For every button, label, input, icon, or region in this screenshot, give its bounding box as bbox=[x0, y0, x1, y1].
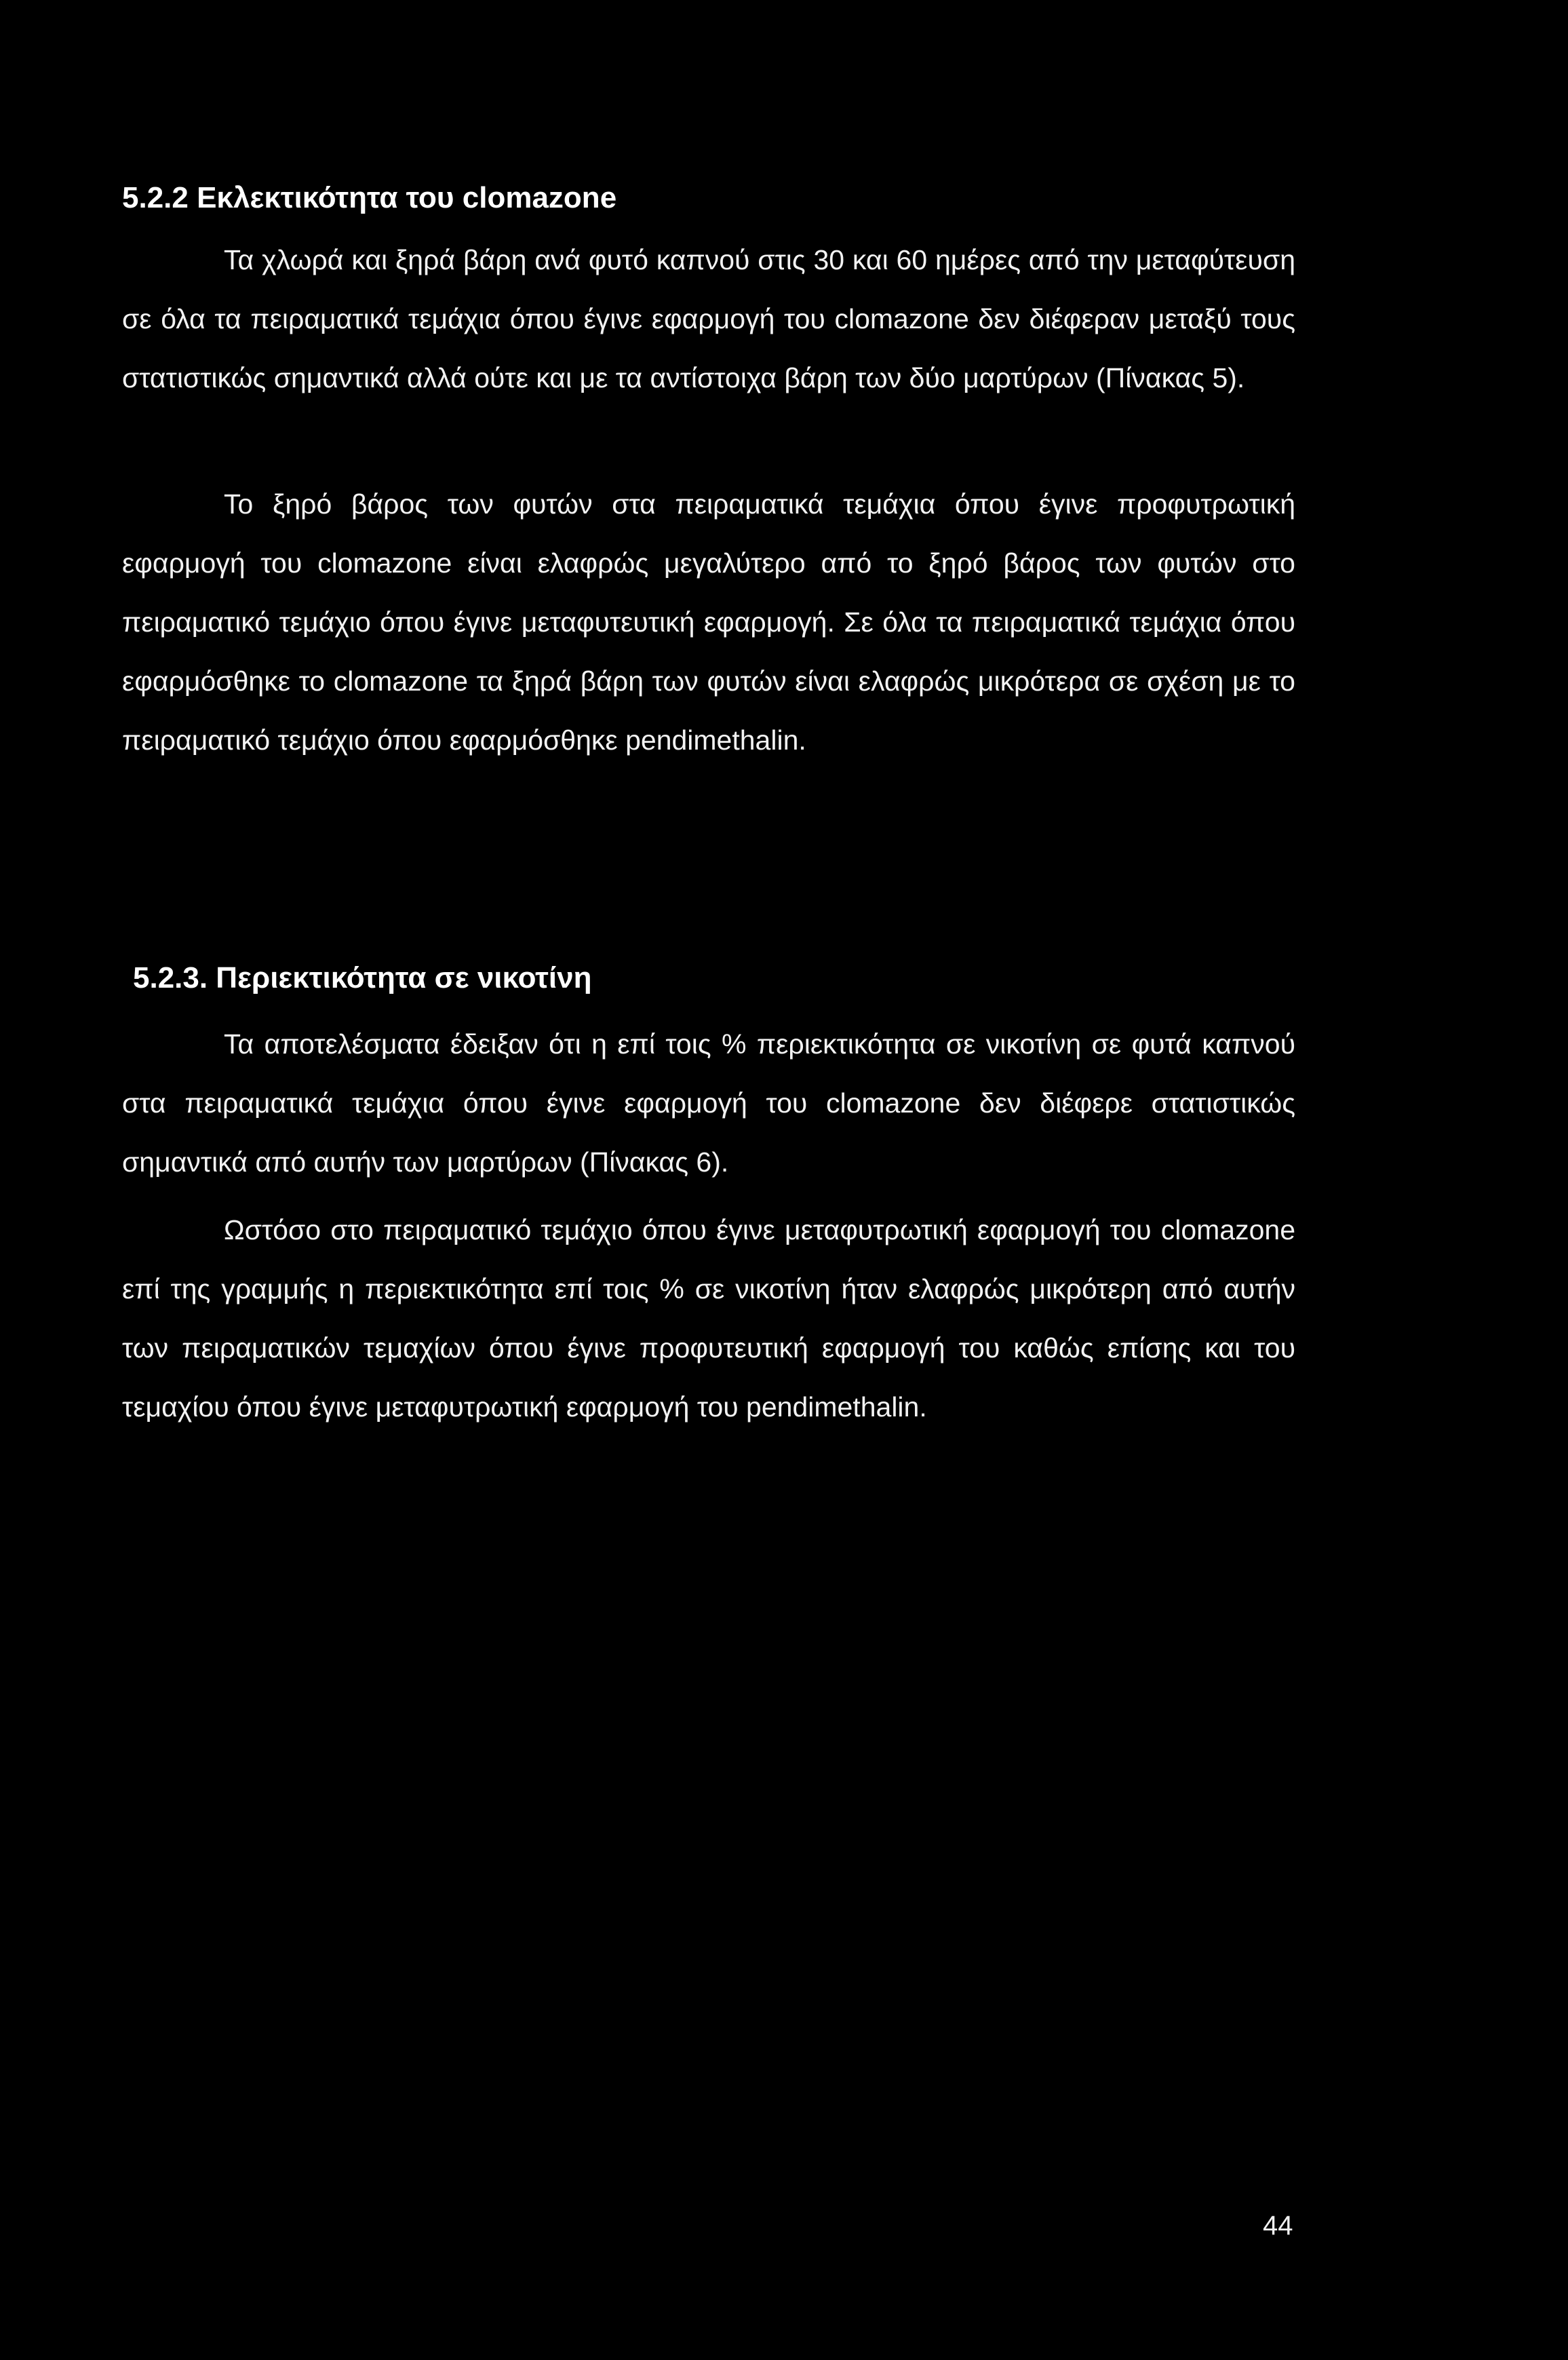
paragraph-selectivity-weights: Τα χλωρά και ξηρά βάρη ανά φυτό καπνού στις 30 και 60 ημέρες από την μεταφύτευση σε όλα τα πειραματικά τεμάχια όπου έγινε εφαρμογή του clomazone δεν διέφεραν μεταξύ τους στατιστικώς σημαντικά αλλά ούτε και με τα αντίστοιχα βάρη των δύο μαρτύρων (Πίνακας 5). bbox=[122, 244, 1295, 393]
paragraph-nicotine-results: Τα αποτελέσματα έδειξαν ότι η επί τοις % περιεκτικότητα σε νικοτίνη σε φυτά καπνού στα πειραματικά τεμάχια όπου έγινε εφαρμογή του clomazone δεν διέφερε στατιστικώς σημαντικά από αυτήν των μαρτύρων (Πίνακας 6). bbox=[122, 1028, 1295, 1178]
section-heading-selectivity: 5.2.2 Εκλεκτικότητα του clomazone bbox=[122, 181, 617, 214]
page-number: 44 bbox=[1263, 2211, 1293, 2241]
section-heading-nicotine: 5.2.3. Περιεκτικότητα σε νικοτίνη bbox=[133, 961, 592, 994]
paragraph-selectivity-dry-weight: Το ξηρό βάρος των φυτών στα πειραματικά τεμάχια όπου έγινε προφυτρωτική εφαρμογή του clomazone είναι ελαφρώς μεγαλύτερο από το ξηρό βάρος των φυτών στο πειραματικό τεμάχιο όπου έγινε μεταφυτευτική εφαρμογή. Σε όλα τα πειραματικά τεμάχια όπου εφαρμόσθηκε το clomazone τα ξηρά βάρη των φυτών είναι ελαφρώς μικρότερα σε σχέση με το πειραματικό τεμάχιο όπου εφαρμόσθηκε pendimethalin. bbox=[122, 488, 1295, 756]
paragraph-nicotine-postemergence: Ωστόσο στο πειραματικό τεμάχιο όπου έγινε μεταφυτρωτική εφαρμογή του clomazone επί της γραμμής η περιεκτικότητα επί τοις % σε νικοτίνη ήταν ελαφρώς μικρότερη από αυτήν των πειραματικών τεμαχίων όπου έγινε προφυτευτική εφαρμογή του καθώς επίσης και του τεμαχίου όπου έγινε μεταφυτρωτική εφαρμογή του pendimethalin. bbox=[122, 1214, 1295, 1423]
